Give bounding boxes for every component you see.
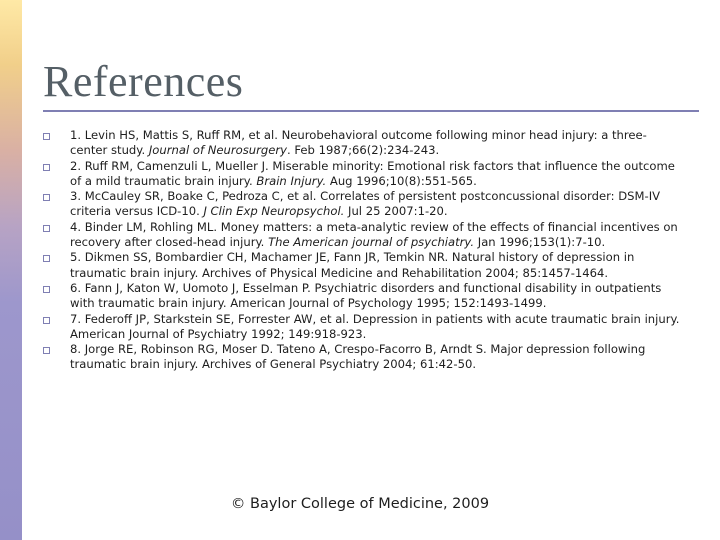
square-bullet-icon	[43, 164, 50, 171]
decorative-side-bar	[0, 0, 22, 540]
reference-segment: Jul 25 2007:1-20.	[344, 204, 448, 219]
reference-segment: 1. Levin HS, Mattis S, Ruff RM, et al. Neurobehavioral outcome following minor head injury: a three-center study.	[70, 128, 647, 158]
reference-segment: Jan 1996;153(1):7-10.	[474, 235, 606, 250]
square-bullet-icon	[43, 286, 50, 293]
reference-journal: The American journal of psychiatry.	[268, 235, 475, 250]
reference-text	[70, 342, 645, 371]
reference-segment: 5. Dikmen SS, Bombardier CH, Machamer JE, Fann JR, Temkin NR. Natural history of depression in traumatic brain injury. Archives of Physical Medicine and Rehabilitation 2004; 85:1457-1464.	[70, 250, 635, 280]
reference-segment: Aug 1996;10(8):551-565.	[326, 173, 477, 188]
square-bullet-icon	[43, 133, 50, 140]
square-bullet-icon	[43, 255, 50, 262]
reference-item	[43, 281, 683, 312]
reference-item	[43, 312, 683, 343]
reference-segment: 4. Binder LM, Rohling ML. Money matters: a meta-analytic review of the effects of financial incentives on recovery after closed-head injury.	[70, 219, 678, 250]
reference-text	[70, 159, 675, 188]
copyright-footer: © Baylor College of Medicine, 2009	[230, 496, 490, 512]
reference-item	[43, 342, 683, 373]
reference-journal: Journal of Neurosurgery	[148, 143, 287, 158]
reference-text	[70, 189, 660, 218]
reference-segment: 8. Jorge RE, Robinson RG, Moser D. Tateno A, Crespo-Facorro B, Arndt S. Major depression following traumatic brain injury. Archives of General Psychiatry 2004; 61:42-50.	[70, 342, 646, 372]
reference-item	[43, 159, 683, 190]
reference-text	[70, 312, 679, 341]
square-bullet-icon	[43, 194, 50, 201]
square-bullet-icon	[43, 347, 50, 354]
reference-item	[43, 220, 683, 251]
reference-journal: Brain Injury.	[256, 173, 327, 188]
slide-title: References	[43, 57, 244, 106]
reference-segment: 6. Fann J, Katon W, Uomoto J, Esselman P. Psychiatric disorders and functional disability in outpatients with traumatic brain injury. American Journal of Psychology 1995; 152:1493-1499.	[70, 280, 662, 311]
reference-item	[43, 250, 683, 281]
reference-segment: 2. Ruff RM, Camenzuli L, Mueller J. Miserable minority: Emotional risk factors that influence the outcome of a mild traumatic brain injury.	[70, 158, 675, 188]
reference-text	[70, 281, 661, 310]
reference-text	[70, 250, 634, 279]
square-bullet-icon	[43, 225, 50, 232]
reference-segment: . Feb 1987;66(2):234-243.	[287, 143, 440, 158]
reference-item	[43, 128, 683, 159]
reference-segment: 3. McCauley SR, Boake C, Pedroza C, et al. Correlates of persistent postconcussional disorder: DSM-IV criteria versus ICD-10.	[70, 189, 661, 219]
title-divider	[43, 110, 699, 112]
reference-text	[70, 220, 678, 249]
reference-item	[43, 189, 683, 220]
reference-segment: 7. Federoff JP, Starkstein SE, Forrester AW, et al. Depression in patients with acute traumatic brain injury. American Journal of Psychiatry 1992; 149:918-923.	[70, 311, 680, 341]
reference-list	[43, 128, 683, 373]
reference-journal: J Clin Exp Neuropsychol.	[203, 204, 345, 219]
square-bullet-icon	[43, 317, 50, 324]
reference-text	[70, 128, 647, 157]
